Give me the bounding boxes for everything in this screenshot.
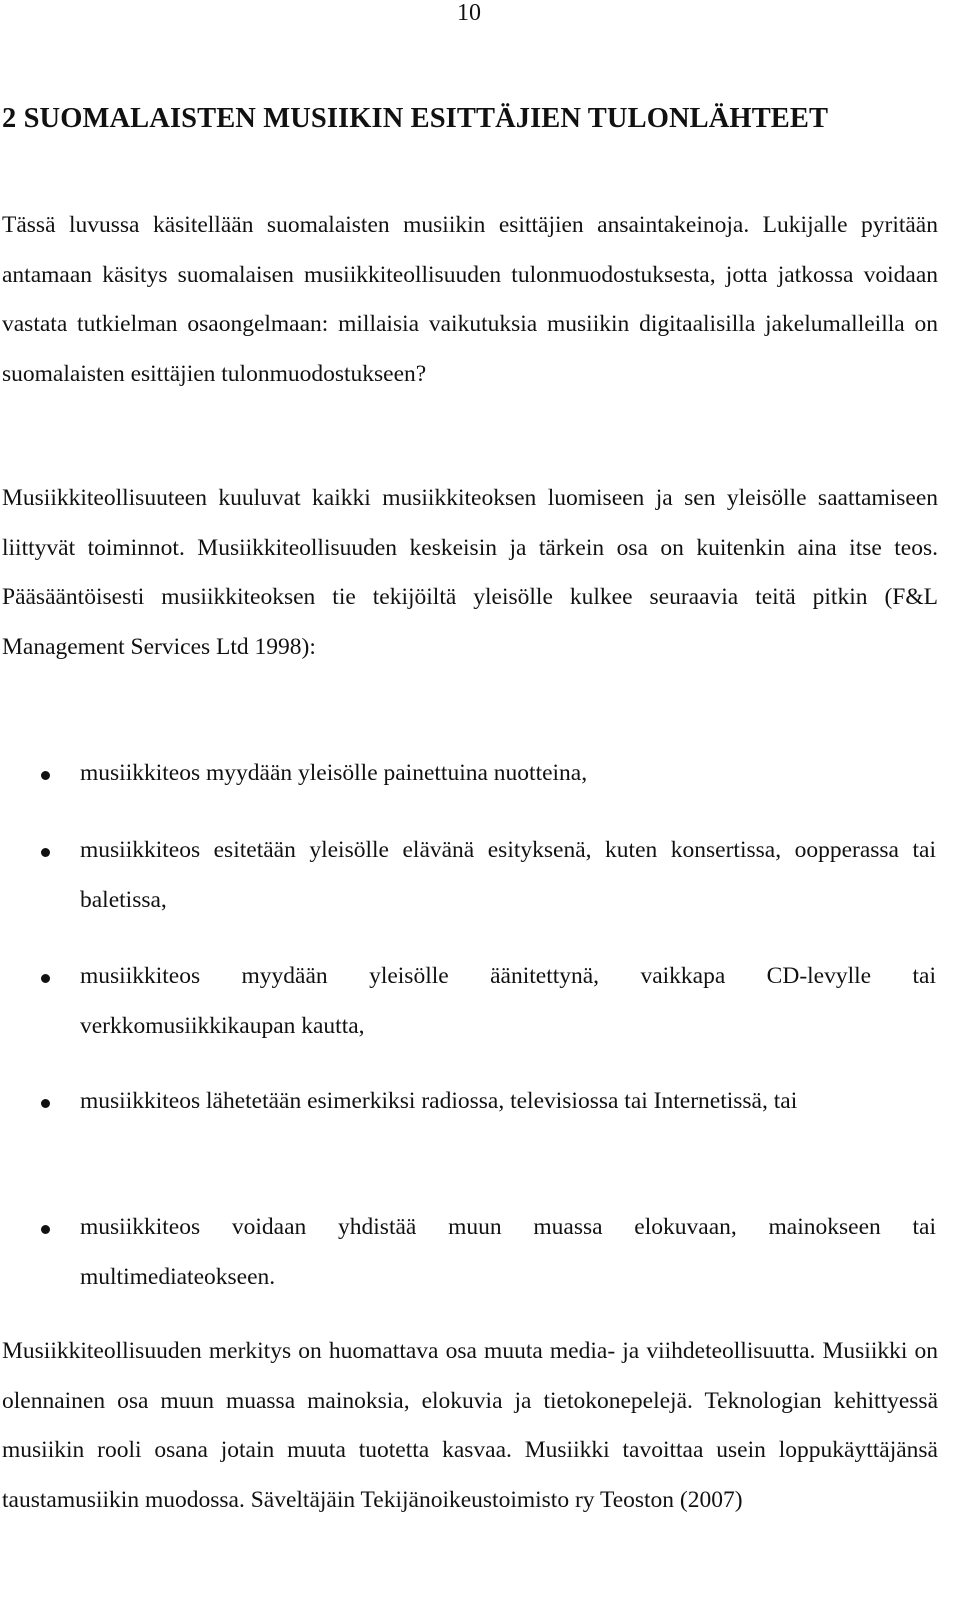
page-number: 10: [457, 0, 481, 26]
bullet-icon: [41, 771, 50, 780]
paragraph-media-industry: Musiikkiteollisuuden merkitys on huomattava osa muuta media- ja viihdeteollisuutta. Musiikki on olennainen osa muun muassa mainoksia, elokuvia ja tietokonepelejä. Teknologian kehittyessä musiikin rooli osana jotain muuta tuotetta kasvaa. Musiikki tavoittaa usein loppukäyttäjänsä taustamusiikin muodossa. Säveltäjäin Tekijänoikeustoimisto ry Teoston (2007): [2, 1338, 938, 1513]
list-item-text: musiikkiteos esitetään yleisölle elävänä esityksenä, kuten konsertissa, oopperassa tai baletissa,: [80, 837, 936, 913]
bullet-icon: [41, 1225, 50, 1234]
bullet-icon: [41, 1099, 50, 1108]
chapter-heading: 2 SUOMALAISTEN MUSIIKIN ESITTÄJIEN TULONLÄHTEET: [2, 103, 829, 134]
bullet-icon: [41, 848, 50, 857]
list-item-text: musiikkiteos myydään yleisölle äänitettynä, vaikkapa CD-levylle tai verkkomusiikkikaupan kautta,: [80, 963, 936, 1039]
list-item-text: musiikkiteos myydään yleisölle painettuina nuotteina,: [80, 760, 588, 786]
list-item-text: musiikkiteos lähetetään esimerkiksi radiossa, televisiossa tai Internetissä, tai: [80, 1088, 798, 1114]
paragraph-intro: Tässä luvussa käsitellään suomalaisten musiikin esittäjien ansaintakeinoja. Lukijalle pyritään antamaan käsitys suomalaisen musiikkiteollisuuden tulonmuodostuksesta, jotta jatkossa voidaan vastata tutkielman osaongelmaan: millaisia vaikutuksia musiikin digitaalisilla jakelumalleilla on suomalaisten esittäjien tulonmuodostukseen?: [2, 212, 938, 387]
paragraph-music-industry: Musiikkiteollisuuteen kuuluvat kaikki musiikkiteoksen luomiseen ja sen yleisölle saattamiseen liittyvät toiminnot. Musiikkiteollisuuden keskeisin ja tärkein osa on kuitenkin aina itse teos. Pääsääntöisesti musiikkiteoksen tie tekijöiltä yleisölle kulkee seuraavia teitä pitkin (F&L Management Services Ltd 1998):: [2, 485, 938, 660]
bullet-icon: [41, 974, 50, 983]
list-item-text: musiikkiteos voidaan yhdistää muun muassa elokuvaan, mainokseen tai multimediateokseen.: [80, 1214, 936, 1290]
